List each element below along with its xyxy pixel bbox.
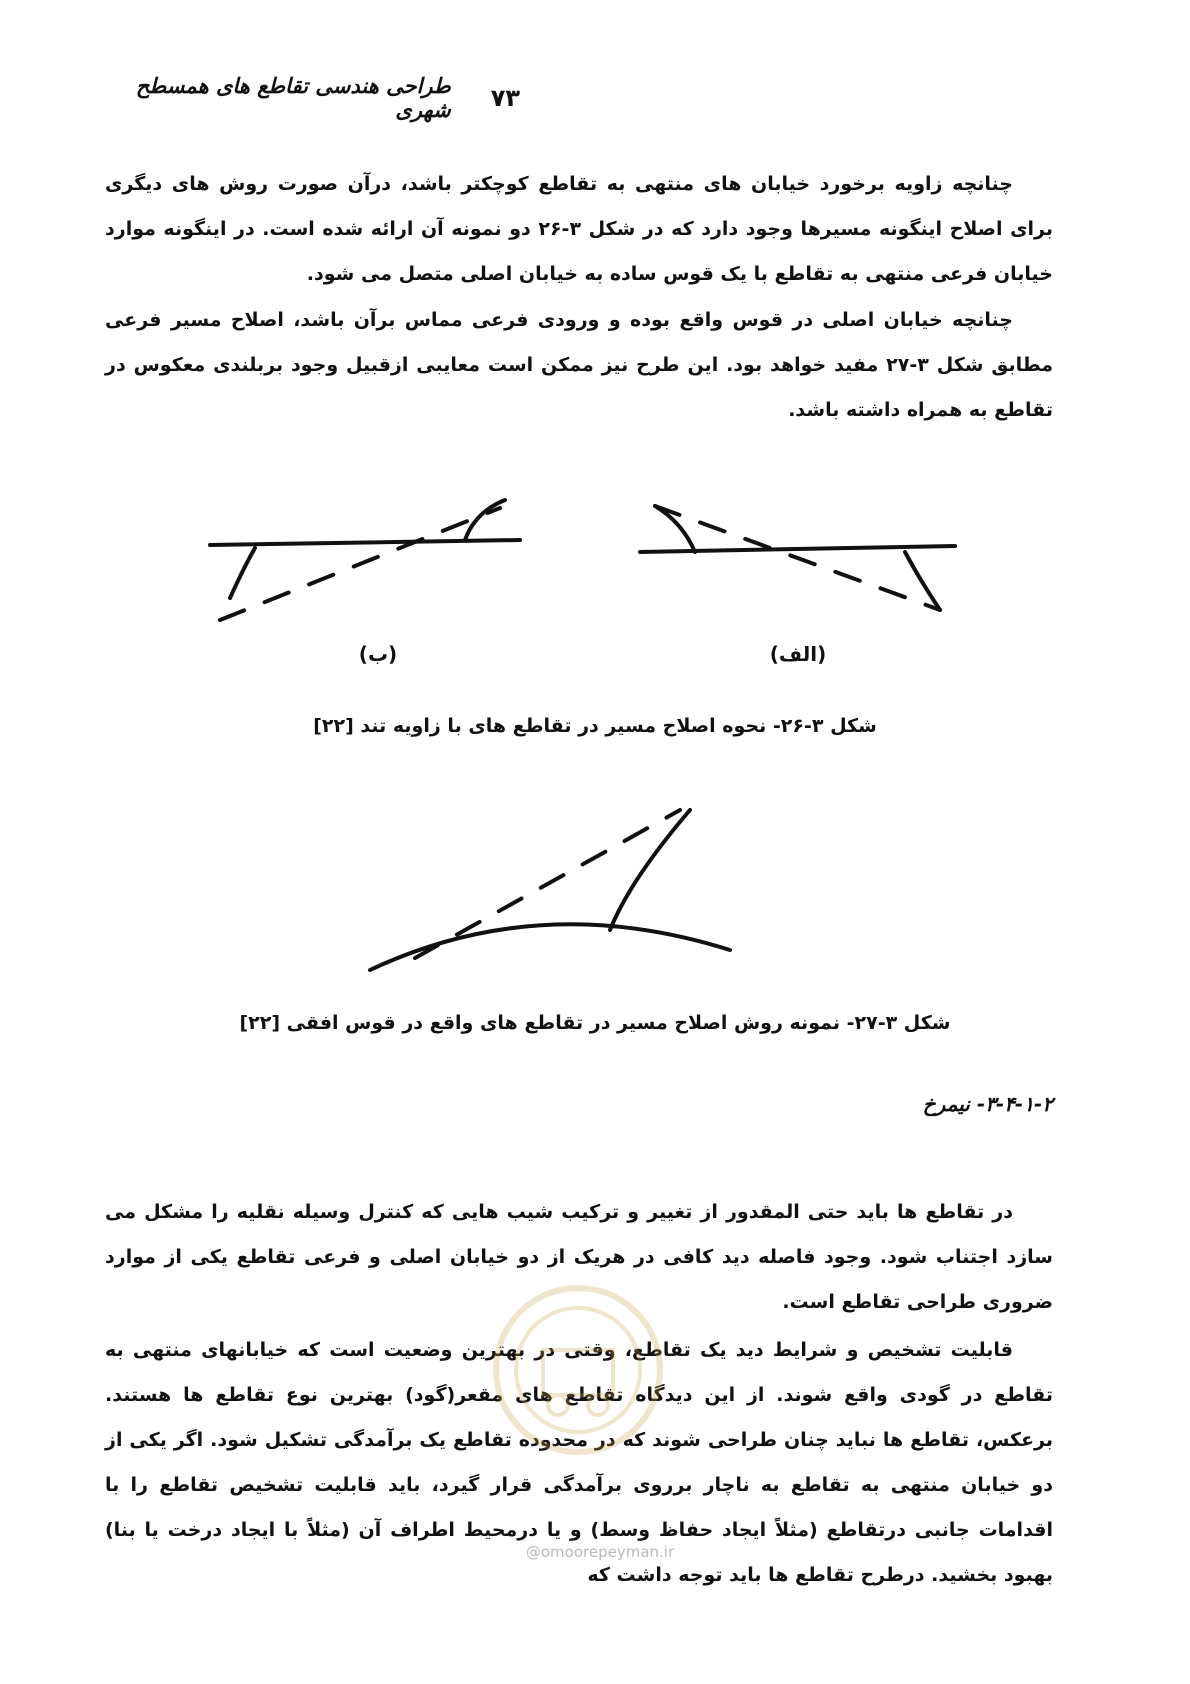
figure-26-caption: شکل ۳-۲۶- نحوه اصلاح مسیر در تقاطع های با زاویه تند [۲۲]: [313, 715, 877, 737]
curve-lower: [230, 548, 255, 598]
curve-upper: [465, 500, 505, 540]
figure-26-b-diagram: [200, 490, 540, 630]
curve-lower: [905, 552, 940, 610]
paragraph-4: قابلیت تشخیص و شرایط دید یک تقاطع، وقتی در بهترین وضعیت است که خیابانهای منتهی به تقاطع در گودی واقع شوند. از این دیدگاه تقاطع های مقعر(گود) بهترین نوع تقاطع ها هستند. برعکس، تقاطع ها نباید چنان طراحی شوند که در محدوده تقاطع یک برآمدگی تشکیل شود. اگر یکی از دو خیابان منتهی به تقاطع به ناچار برروی برآمدگی قرار گیرد، باید قابلیت تشخیص تقاطع را با اقدامات جانبی درتقاطع (مثلاً ایجاد حفاظ وسط) و یا درمحیط اطراف آن (مثلاً با ایجاد درخت یا بنا) بهبود بخشید. درطرح تقاطع ها باید توجه داشت که: [105, 1339, 1053, 1586]
paragraph-2: چنانچه خیابان اصلی در قوس واقع بوده و ورودی فرعی مماس برآن باشد، اصلاح مسیر فرعی مطابق شکل ۳-۲۷ مفید خواهد بود. این طرح نیز ممکن است معایبی ازقبیل وجود بربلندی معکوس در تقاطع به همراه داشته باشد.: [105, 309, 1053, 421]
figure-26-label-b: (ب): [358, 642, 398, 666]
section-heading: ۳-۴-۱-۲- نیمرخ: [922, 1092, 1053, 1116]
old-alignment-dashed: [655, 506, 940, 610]
figure-26-alef-diagram: [630, 490, 970, 630]
page-number: ۷۳: [490, 84, 520, 112]
main-road-arc: [370, 924, 730, 970]
running-title: طراحی هندسی تقاطع های همسطح شهری: [135, 74, 451, 122]
main-road-line: [640, 546, 955, 552]
figure-27-caption: شکل ۳-۲۷- نمونه روش اصلاح مسیر در تقاطع های واقع در قوس افقی [۲۲]: [239, 1012, 951, 1034]
figure-27-diagram: [360, 800, 760, 980]
branch-curve: [610, 810, 690, 930]
old-alignment-dashed: [220, 508, 500, 620]
watermark-site: @omoorepeyman.ir: [525, 1543, 675, 1561]
paragraph-1: چنانچه زاویه برخورد خیابان های منتهی به تقاطع کوچکتر باشد، درآن صورت روش های دیگری برای اصلاح اینگونه مسیرها وجود دارد که در شکل ۳-۲۶ دو نمونه آن ارائه شده است. در اینگونه موارد خیابان فرعی منتهی به تقاطع با یک قوس ساده به خیابان اصلی متصل می شود.: [105, 173, 1053, 285]
figure-26-label-alef: (الف): [769, 642, 827, 666]
watermark-logo: [488, 1280, 668, 1460]
paragraph-3: در تقاطع ها باید حتی المقدور از تغییر و ترکیب شیب هایی که کنترل وسیله نقلیه را مشکل می سازد اجتناب شود. وجود فاصله دید کافی در هریک از دو خیابان اصلی و فرعی تقاطع یکی از موارد ضروری طراحی تقاطع است.: [105, 1201, 1053, 1313]
main-road-line: [210, 540, 520, 545]
page-header: [100, 74, 520, 122]
old-alignment-dashed: [415, 810, 680, 958]
